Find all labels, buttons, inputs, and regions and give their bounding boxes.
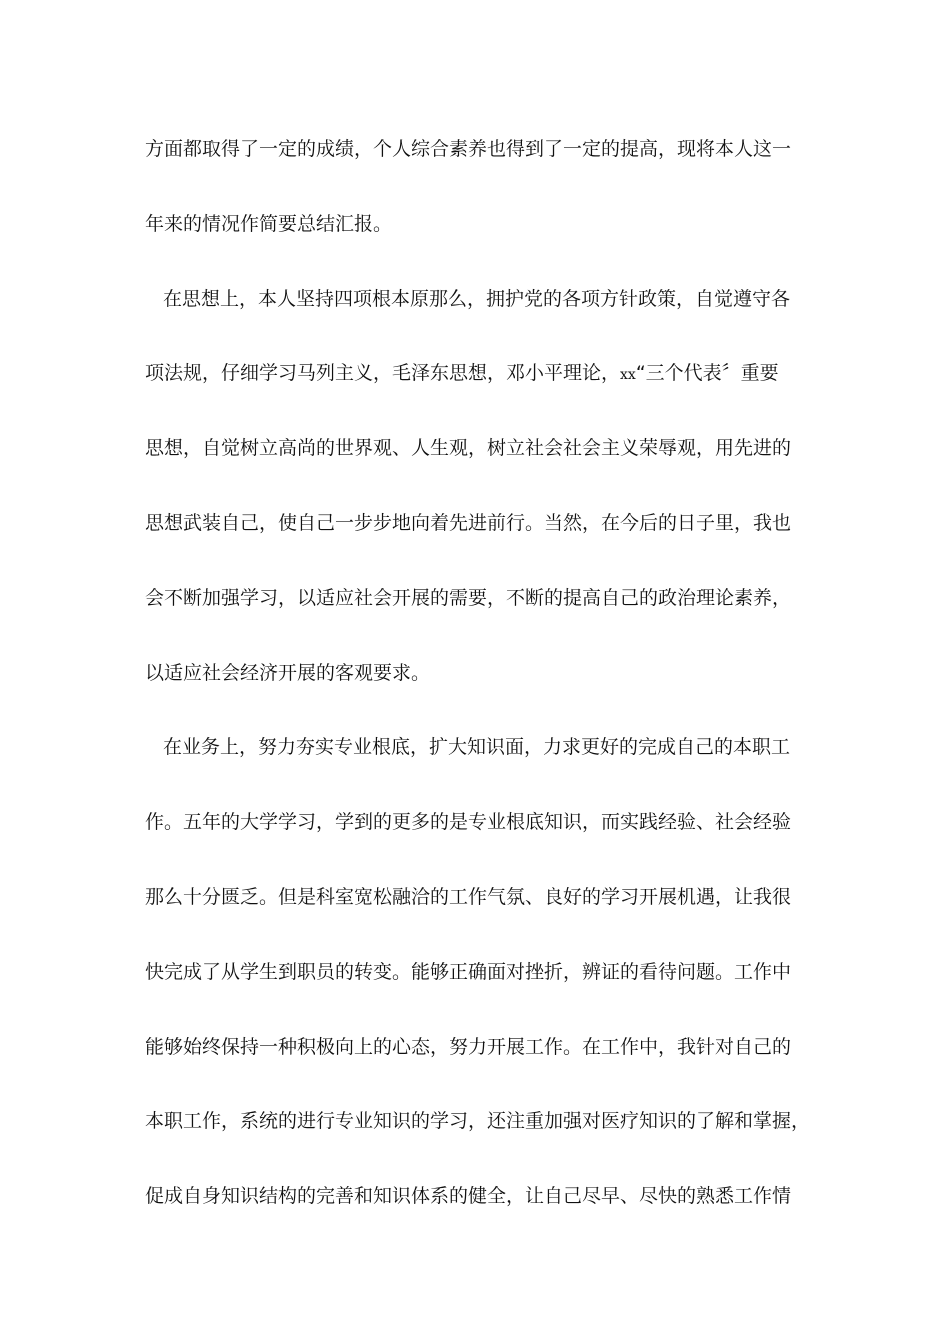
text-line: 思想，自觉树立高尚的世界观、人生观，树立社会社会主义荣辱观，用先进的 (145, 437, 792, 460)
text-line: 会不断加强学习，以适应社会开展的需要，不断的提高自己的政治理论素养， (145, 586, 792, 609)
text-segment: “三个代表〞重要 (635, 362, 779, 385)
latin-text-segment: xx (620, 367, 636, 384)
paragraph-start-line: 在思想上，本人坚持四项根本原那么，拥护党的各项方针政策，自觉遵守各 (163, 287, 791, 310)
text-line: 方面都取得了一定的成绩，个人综合素养也得到了一定的提高，现将本人这一 (145, 138, 792, 160)
text-line: 快完成了从学生到职员的转变。能够正确面对挫折，辨证的看待问题。工作中 (145, 960, 792, 983)
text-line (145, 351, 807, 426)
text-line: 那么十分匮乏。但是科室宽松融洽的工作气氛、良好的学习开展机遇，让我很 (145, 885, 792, 908)
text-line: 本职工作，系统的进行专业知识的学习，还注重加强对医疗知识的了解和掌握， (145, 1110, 811, 1133)
text-line: 年来的情况作简要总结汇报。 (145, 212, 393, 235)
paragraph-start-line: 在业务上，努力夯实专业根底，扩大知识面，力求更好的完成自己的本职工 (163, 736, 791, 759)
text-line: 思想武装自己，使自己一步步地向着先进前行。当然，在今后的日子里，我也 (145, 511, 792, 534)
body-text (145, 127, 811, 1249)
text-line: 作。五年的大学学习，学到的更多的是专业根底知识，而实践经验、社会经验 (145, 811, 792, 834)
text-line: 以适应社会经济开展的客观要求。 (145, 661, 431, 684)
text-segment: 项法规，仔细学习马列主义，毛泽东思想，邓小平理论， (145, 362, 621, 385)
text-line: 能够始终保持一种积极向上的心态，努力开展工作。在工作中，我针对自己的 (145, 1035, 792, 1058)
text-line: 促成自身知识结构的完善和知识体系的健全，让自己尽早、尽快的熟悉工作情 (145, 1185, 792, 1208)
